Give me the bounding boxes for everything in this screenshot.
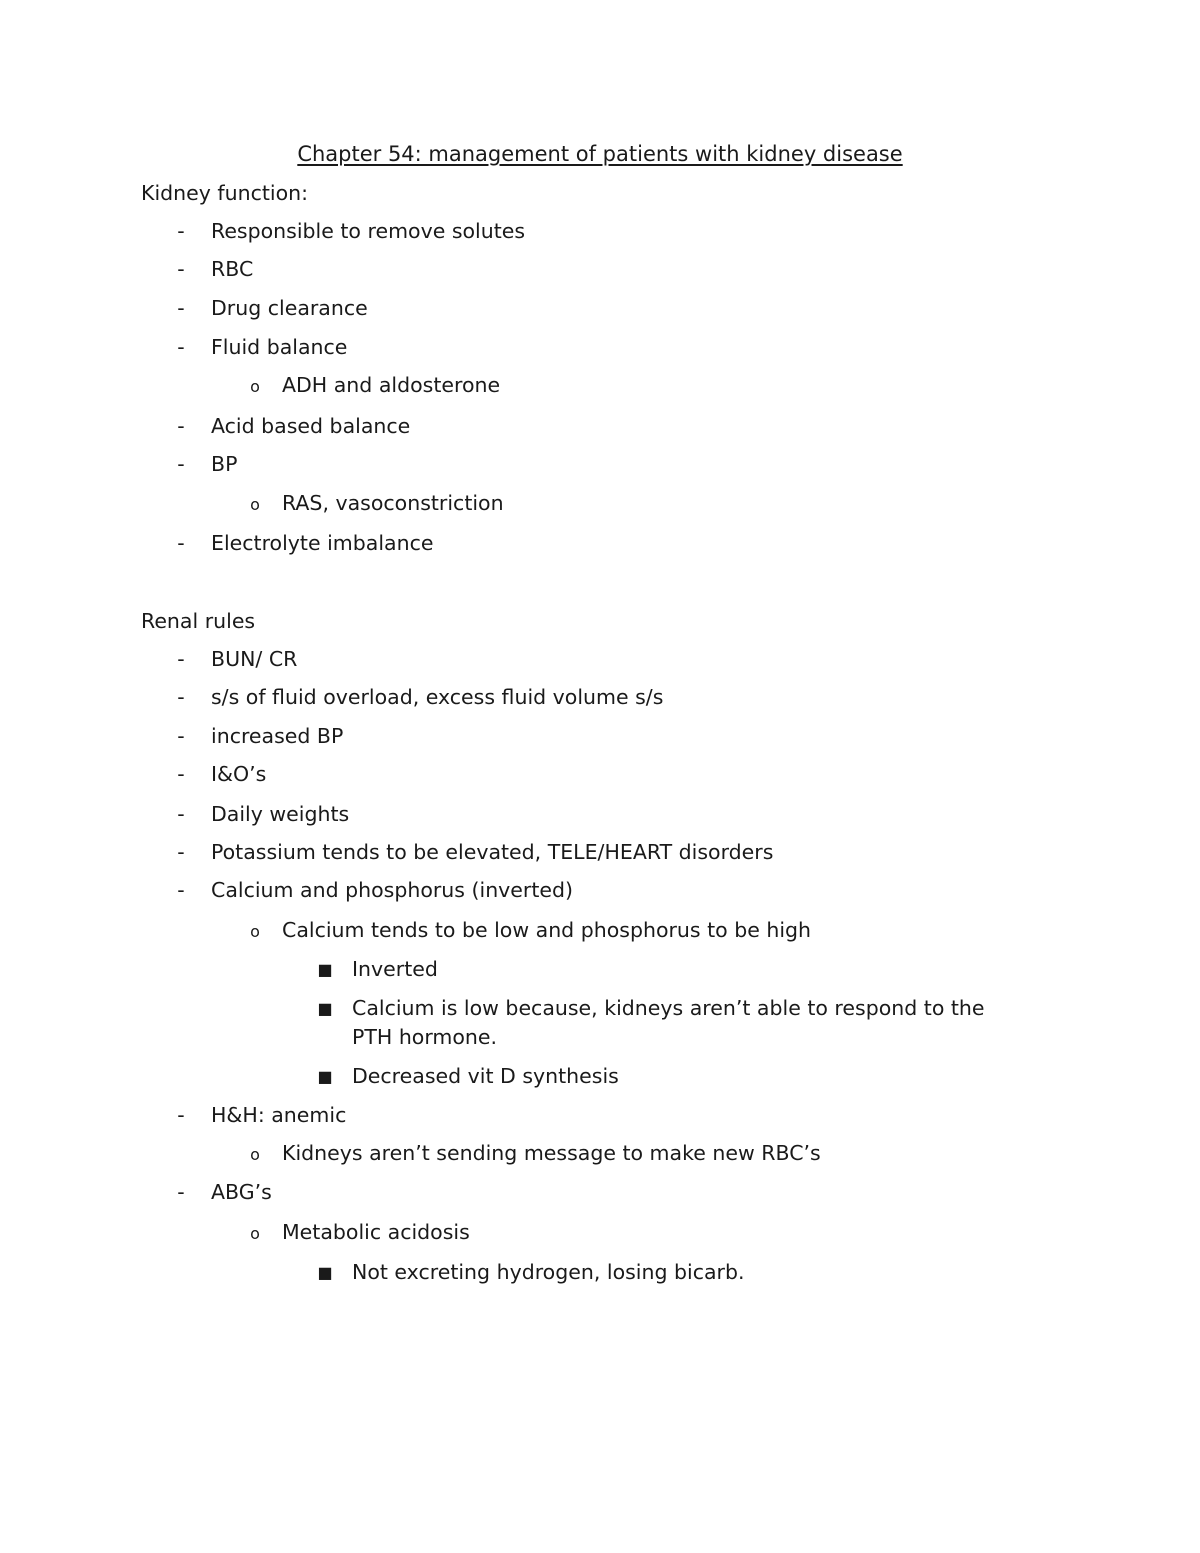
- dash-bullet: -: [177, 878, 185, 902]
- dash-bullet: -: [177, 452, 185, 476]
- list-item: s/s of fluid overload, excess fluid volume s/s: [211, 685, 664, 709]
- dash-bullet: -: [177, 1180, 185, 1204]
- dash-bullet: -: [177, 414, 185, 438]
- circle-bullet-icon: o: [250, 495, 260, 514]
- list-item: Fluid balance: [211, 335, 348, 359]
- circle-bullet-icon: o: [250, 1224, 260, 1243]
- dash-bullet: -: [177, 802, 185, 826]
- list-item: BP: [211, 452, 238, 476]
- list-item: I&O’s: [211, 762, 267, 786]
- list-subitem: Kidneys aren’t sending message to make new RBC’s: [282, 1141, 821, 1165]
- list-item: ABG’s: [211, 1180, 272, 1204]
- list-subitem: Metabolic acidosis: [282, 1220, 470, 1244]
- list-subitem: Calcium tends to be low and phosphorus to be high: [282, 918, 812, 942]
- list-item: Acid based balance: [211, 414, 411, 438]
- list-subsubitem: Inverted: [352, 957, 438, 981]
- dash-bullet: -: [177, 724, 185, 748]
- list-subitem: RAS, vasoconstriction: [282, 491, 504, 515]
- list-item: Potassium tends to be elevated, TELE/HEART disorders: [211, 840, 774, 864]
- list-item: Responsible to remove solutes: [211, 219, 526, 243]
- list-item: H&H: anemic: [211, 1103, 347, 1127]
- circle-bullet-icon: o: [250, 922, 260, 941]
- dash-bullet: -: [177, 1103, 185, 1127]
- list-subsubitem: Calcium is low because, kidneys aren’t able to respond to the: [352, 996, 985, 1020]
- dash-bullet: -: [177, 257, 185, 281]
- dash-bullet: -: [177, 531, 185, 555]
- document-title: Chapter 54: management of patients with kidney disease: [297, 142, 903, 166]
- square-bullet-icon: ■: [317, 1067, 333, 1086]
- list-item: Drug clearance: [211, 296, 368, 320]
- square-bullet-icon: ■: [317, 1263, 333, 1282]
- section-heading-kidney-function: Kidney function:: [141, 181, 309, 205]
- list-item: Electrolyte imbalance: [211, 531, 434, 555]
- list-item: increased BP: [211, 724, 344, 748]
- list-item: Calcium and phosphorus (inverted): [211, 878, 574, 902]
- dash-bullet: -: [177, 647, 185, 671]
- list-item: BUN/ CR: [211, 647, 298, 671]
- circle-bullet-icon: o: [250, 1145, 260, 1164]
- dash-bullet: -: [177, 296, 185, 320]
- list-subsubitem-continuation: PTH hormone.: [352, 1025, 498, 1049]
- list-subsubitem: Not excreting hydrogen, losing bicarb.: [352, 1260, 745, 1284]
- square-bullet-icon: ■: [317, 960, 333, 979]
- dash-bullet: -: [177, 685, 185, 709]
- list-subsubitem: Decreased vit D synthesis: [352, 1064, 619, 1088]
- dash-bullet: -: [177, 335, 185, 359]
- square-bullet-icon: ■: [317, 999, 333, 1018]
- list-item: Daily weights: [211, 802, 350, 826]
- circle-bullet-icon: o: [250, 377, 260, 396]
- dash-bullet: -: [177, 219, 185, 243]
- dash-bullet: -: [177, 762, 185, 786]
- section-heading-renal-rules: Renal rules: [141, 609, 256, 633]
- list-subitem: ADH and aldosterone: [282, 373, 501, 397]
- list-item: RBC: [211, 257, 254, 281]
- dash-bullet: -: [177, 840, 185, 864]
